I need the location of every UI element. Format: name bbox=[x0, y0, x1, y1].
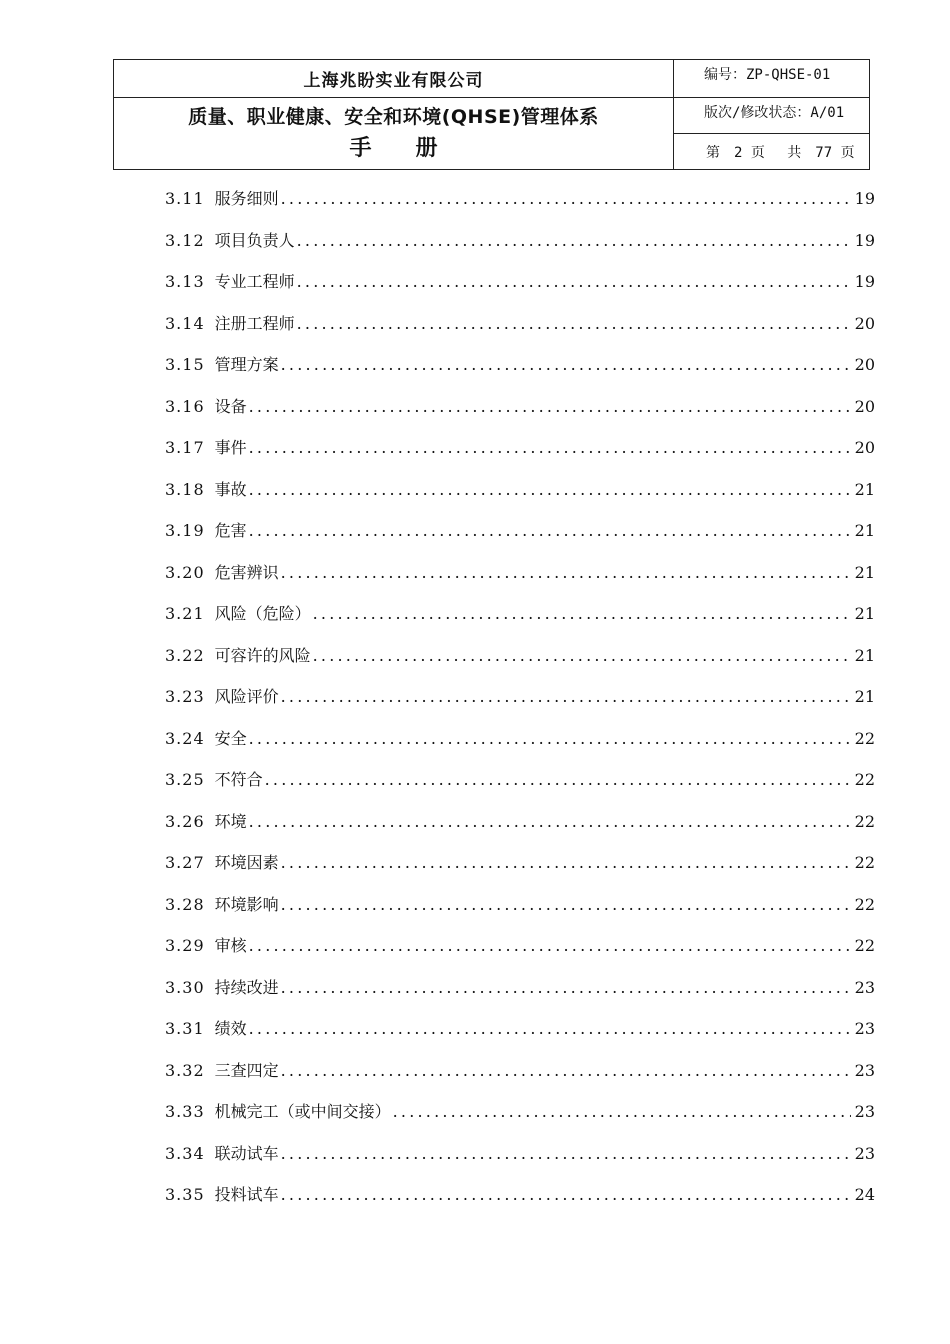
header-meta-block bbox=[674, 60, 869, 169]
toc-entry[interactable] bbox=[165, 1182, 875, 1224]
toc-leader-dots bbox=[281, 684, 851, 710]
toc-entry[interactable] bbox=[165, 975, 875, 1017]
toc-entry-page: 22 bbox=[854, 770, 875, 789]
toc-leader-dots bbox=[281, 186, 851, 212]
toc-leader-dots bbox=[313, 643, 851, 669]
toc-entry[interactable] bbox=[165, 684, 875, 726]
toc-entry-page: 20 bbox=[854, 438, 875, 457]
toc-entry-title: 服务细则 bbox=[214, 189, 279, 208]
toc-entry[interactable] bbox=[165, 933, 875, 975]
toc-entry[interactable] bbox=[165, 186, 875, 228]
toc-entry-number: 3.33 bbox=[165, 1102, 205, 1121]
toc-entry[interactable] bbox=[165, 809, 875, 851]
toc-entry-page: 22 bbox=[854, 894, 875, 914]
toc-entry[interactable] bbox=[165, 311, 875, 353]
toc-leader-dots bbox=[281, 975, 851, 1001]
toc-entry[interactable] bbox=[165, 228, 875, 270]
toc-entry-title: 注册工程师 bbox=[214, 313, 295, 333]
manual-subtitle: 手 册 bbox=[349, 136, 438, 161]
toc-entry-page: 23 bbox=[854, 1102, 875, 1121]
toc-entry-title: 危害 bbox=[214, 521, 247, 540]
toc-entry-title: 审核 bbox=[214, 936, 247, 955]
toc-leader-dots bbox=[249, 394, 851, 420]
toc-entry-number: 3.11 bbox=[165, 189, 205, 208]
toc-leader-dots bbox=[281, 892, 851, 918]
toc-entry[interactable] bbox=[165, 352, 875, 394]
toc-entry-page: 22 bbox=[854, 811, 875, 831]
toc-leader-dots bbox=[281, 850, 851, 876]
toc-entry[interactable] bbox=[165, 518, 875, 560]
toc-entry-number: 3.34 bbox=[165, 1143, 205, 1163]
toc-entry[interactable] bbox=[165, 892, 875, 934]
toc-leader-dots bbox=[281, 1182, 851, 1208]
toc-entry-number: 3.28 bbox=[165, 894, 205, 914]
toc-entry-title: 持续改进 bbox=[214, 977, 279, 997]
toc-entry-page: 23 bbox=[854, 1060, 875, 1080]
toc-entry-page: 22 bbox=[854, 936, 875, 955]
toc-entry-number: 3.30 bbox=[165, 977, 205, 997]
toc-leader-dots bbox=[281, 1058, 851, 1084]
toc-entry-page: 21 bbox=[854, 687, 875, 706]
toc-entry-title: 事故 bbox=[214, 479, 247, 499]
toc-leader-dots bbox=[281, 1141, 851, 1167]
toc-entry-page: 21 bbox=[854, 645, 875, 665]
toc-entry-page: 21 bbox=[854, 562, 875, 582]
revision-status: 版次/修改状态：A/01 bbox=[674, 98, 869, 134]
toc-entry-title: 可容许的风险 bbox=[214, 645, 311, 665]
toc-entry-title: 环境因素 bbox=[214, 853, 279, 872]
toc-entry-title: 环境影响 bbox=[214, 894, 279, 914]
company-name: 上海兆盼实业有限公司 bbox=[114, 60, 673, 98]
toc-entry[interactable] bbox=[165, 560, 875, 602]
toc-entry-number: 3.26 bbox=[165, 811, 205, 831]
toc-entry-page: 23 bbox=[854, 1143, 875, 1163]
toc-entry[interactable] bbox=[165, 767, 875, 809]
toc-entry-page: 20 bbox=[854, 396, 875, 416]
toc-entry-title: 项目负责人 bbox=[214, 230, 295, 250]
toc-entry-number: 3.19 bbox=[165, 521, 205, 540]
toc-entry-title: 风险评价 bbox=[214, 687, 279, 706]
toc-entry-number: 3.31 bbox=[165, 1019, 205, 1038]
doc-number: 编号：ZP-QHSE-01 bbox=[674, 60, 869, 98]
toc-entry-title: 管理方案 bbox=[214, 355, 279, 374]
toc-entry-title: 专业工程师 bbox=[214, 272, 295, 291]
toc-leader-dots bbox=[249, 435, 851, 461]
toc-entry[interactable] bbox=[165, 850, 875, 892]
toc-entry-title: 机械完工（或中间交接） bbox=[214, 1102, 391, 1121]
toc-entry-number: 3.16 bbox=[165, 396, 205, 416]
toc-entry[interactable] bbox=[165, 435, 875, 477]
toc-entry-number: 3.23 bbox=[165, 687, 205, 706]
toc-entry-page: 19 bbox=[854, 189, 875, 208]
toc-entry-page: 19 bbox=[854, 272, 875, 291]
toc-leader-dots bbox=[249, 1016, 851, 1042]
toc-entry[interactable] bbox=[165, 643, 875, 685]
toc-leader-dots bbox=[281, 352, 851, 378]
toc-entry-number: 3.12 bbox=[165, 230, 205, 250]
toc-entry-number: 3.21 bbox=[165, 604, 205, 623]
document-header bbox=[113, 59, 870, 170]
toc-entry-number: 3.20 bbox=[165, 562, 205, 582]
toc-entry-page: 22 bbox=[854, 728, 875, 748]
header-title-block bbox=[114, 60, 674, 169]
toc-leader-dots bbox=[249, 726, 851, 752]
toc-entry-title: 投料试车 bbox=[214, 1185, 279, 1204]
toc-entry-title: 环境 bbox=[214, 811, 247, 831]
toc-leader-dots bbox=[249, 933, 851, 959]
toc-leader-dots bbox=[297, 311, 851, 337]
toc-entry-title: 三查四定 bbox=[214, 1060, 279, 1080]
toc-entry[interactable] bbox=[165, 726, 875, 768]
toc-entry-title: 设备 bbox=[214, 396, 247, 416]
toc-entry-number: 3.35 bbox=[165, 1185, 205, 1204]
toc-leader-dots bbox=[281, 560, 851, 586]
manual-title: 质量、职业健康、安全和环境(QHSE)管理体系 bbox=[188, 106, 599, 128]
table-of-contents bbox=[165, 186, 875, 1224]
toc-leader-dots bbox=[297, 269, 851, 295]
toc-entry-page: 22 bbox=[854, 853, 875, 872]
toc-entry[interactable] bbox=[165, 477, 875, 519]
toc-entry[interactable] bbox=[165, 1099, 875, 1141]
toc-entry-number: 3.32 bbox=[165, 1060, 205, 1080]
toc-leader-dots bbox=[297, 228, 851, 254]
toc-entry-number: 3.14 bbox=[165, 313, 205, 333]
toc-entry-page: 23 bbox=[854, 977, 875, 997]
toc-entry-title: 风险（危险） bbox=[214, 604, 311, 623]
toc-entry-page: 24 bbox=[854, 1185, 875, 1204]
toc-entry[interactable] bbox=[165, 601, 875, 643]
toc-leader-dots bbox=[249, 477, 851, 503]
toc-entry-title: 联动试车 bbox=[214, 1143, 279, 1163]
toc-entry[interactable] bbox=[165, 1141, 875, 1183]
toc-entry[interactable] bbox=[165, 1016, 875, 1058]
toc-entry-page: 21 bbox=[854, 604, 875, 623]
toc-entry[interactable] bbox=[165, 1058, 875, 1100]
toc-entry-number: 3.24 bbox=[165, 728, 205, 748]
toc-entry-number: 3.27 bbox=[165, 853, 205, 872]
toc-leader-dots bbox=[249, 518, 851, 544]
toc-entry-page: 19 bbox=[854, 230, 875, 250]
page-info: 第 2 页 共 77 页 bbox=[706, 145, 855, 161]
toc-entry-page: 21 bbox=[854, 521, 875, 540]
toc-entry-title: 危害辨识 bbox=[214, 562, 279, 582]
toc-entry-title: 绩效 bbox=[214, 1019, 247, 1038]
toc-leader-dots bbox=[313, 601, 851, 627]
toc-entry-number: 3.13 bbox=[165, 272, 205, 291]
toc-entry-number: 3.15 bbox=[165, 355, 205, 374]
toc-entry-title: 安全 bbox=[214, 728, 247, 748]
toc-entry-number: 3.22 bbox=[165, 645, 205, 665]
toc-entry-number: 3.17 bbox=[165, 438, 205, 457]
toc-entry-number: 3.25 bbox=[165, 770, 205, 789]
toc-entry-title: 事件 bbox=[214, 438, 247, 457]
toc-leader-dots bbox=[249, 809, 851, 835]
toc-entry-title: 不符合 bbox=[214, 770, 263, 789]
toc-entry[interactable] bbox=[165, 269, 875, 311]
toc-leader-dots bbox=[265, 767, 851, 793]
toc-leader-dots bbox=[393, 1099, 851, 1125]
toc-entry-page: 23 bbox=[854, 1019, 875, 1038]
toc-entry-page: 20 bbox=[854, 313, 875, 333]
toc-entry-number: 3.18 bbox=[165, 479, 205, 499]
toc-entry-page: 21 bbox=[854, 479, 875, 499]
toc-entry-number: 3.29 bbox=[165, 936, 205, 955]
toc-entry[interactable] bbox=[165, 394, 875, 436]
toc-entry-page: 20 bbox=[854, 355, 875, 374]
